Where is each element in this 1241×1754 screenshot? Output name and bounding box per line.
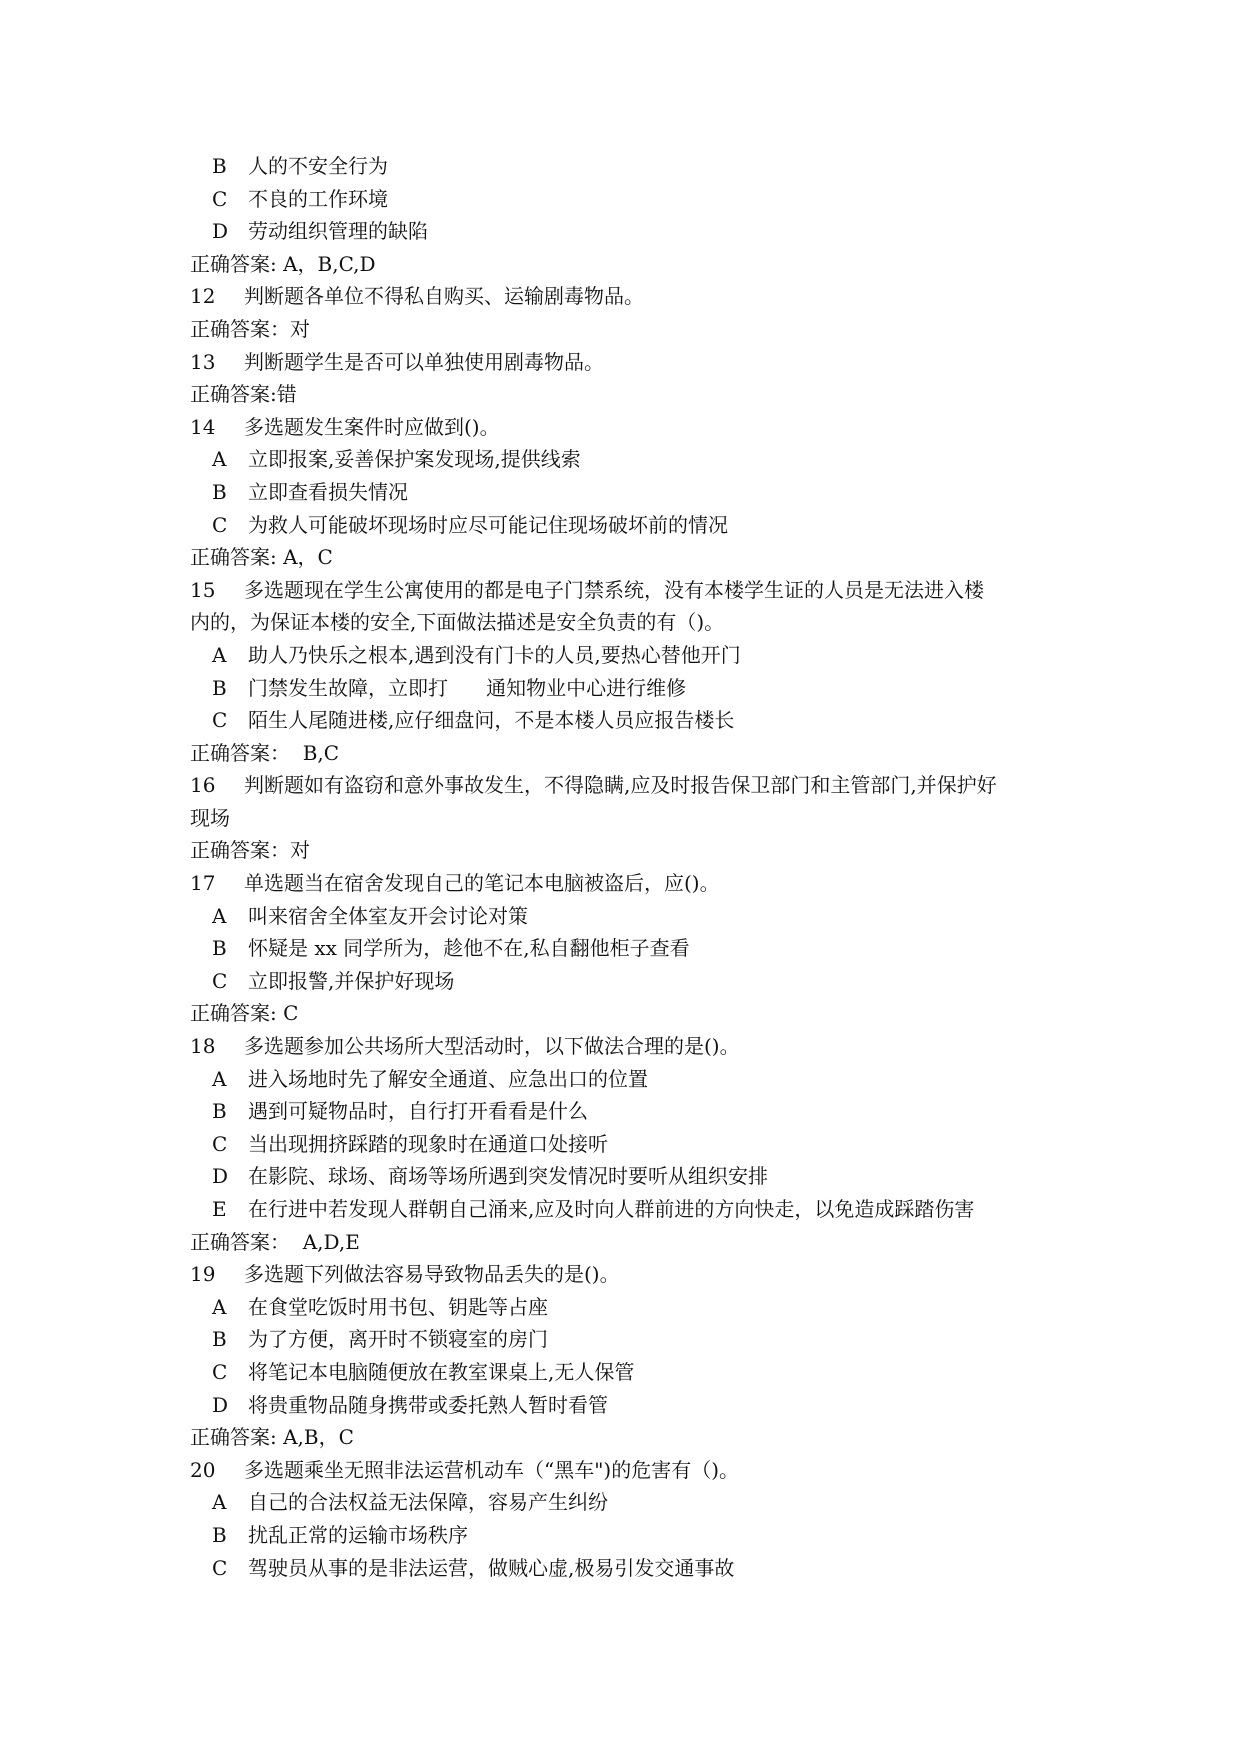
- option-letter: B: [212, 1099, 227, 1124]
- answer-option: [190, 639, 1070, 672]
- answer-option: [190, 1519, 1070, 1552]
- question-number: 20: [190, 1457, 216, 1482]
- answer-option: [190, 1291, 1070, 1324]
- option-letter: C: [212, 968, 228, 993]
- option-text: 立即报警,并保护好现场: [248, 968, 455, 993]
- option-letter: B: [212, 936, 227, 961]
- option-text: 为了方便，离开时不锁寝室的房门: [248, 1327, 548, 1352]
- correct-answer: 正确答案：对: [190, 316, 310, 341]
- question-text: 多选题发生案件时应做到()。: [244, 414, 500, 439]
- question-text: 多选题参加公共场所大型活动时，以下做法合理的是()。: [244, 1034, 740, 1059]
- option-letter: C: [212, 186, 228, 211]
- option-letter: A: [212, 903, 227, 928]
- question-number: 12: [190, 284, 216, 309]
- option-letter: B: [212, 1522, 227, 1547]
- option-letter: C: [212, 1359, 228, 1384]
- option-text: 自己的合法权益无法保障，容易产生纠纷: [248, 1490, 608, 1515]
- question-text: 多选题乘坐无照非法运营机动车（“黑车")的危害有（)。: [244, 1457, 740, 1482]
- answer-option: [190, 476, 1070, 509]
- option-letter: B: [212, 154, 227, 178]
- question-text: 单选题当在宿舍发现自己的笔记本电脑被盗后，应()。: [244, 871, 720, 896]
- option-text: 立即报案,妥善保护案发现场,提供线索: [248, 447, 581, 472]
- answer-option: [190, 900, 1070, 933]
- option-letter: B: [212, 479, 227, 504]
- option-letter: D: [212, 1392, 229, 1417]
- answer-option: [190, 1486, 1070, 1519]
- answer-option: [190, 1552, 1070, 1585]
- option-text: 扰乱正常的运输市场秩序: [248, 1522, 468, 1547]
- question-line: [190, 1030, 1070, 1063]
- question-line: [190, 346, 1070, 379]
- option-letter: C: [212, 708, 228, 733]
- answer-option: [190, 1389, 1070, 1422]
- answer-option: [190, 1063, 1070, 1096]
- answer-option: [190, 215, 1070, 248]
- answer-option: [190, 932, 1070, 965]
- option-text: 陌生人尾随进楼,应仔细盘问，不是本楼人员应报告楼长: [248, 708, 735, 733]
- option-text: 门禁发生故障，立即打 通知物业中心进行维修: [248, 675, 687, 700]
- correct-answer: 正确答案: C: [190, 1001, 299, 1026]
- answer-option: [190, 1356, 1070, 1389]
- answer-option: [190, 1095, 1070, 1128]
- question-text-continued: 现场: [190, 805, 230, 830]
- option-letter: E: [212, 1197, 227, 1221]
- question-text: 多选题现在学生公寓使用的都是电子门禁系统，没有本楼学生证的人员是无法进入楼: [244, 577, 984, 602]
- option-text: 当出现拥挤踩踏的现象时在通道口处接听: [248, 1131, 608, 1156]
- answer-option: [190, 443, 1070, 476]
- answer-option: [190, 704, 1070, 737]
- option-letter: D: [212, 219, 229, 244]
- option-letter: A: [212, 1066, 227, 1091]
- answer-option: [190, 965, 1070, 998]
- question-line: [190, 574, 1070, 607]
- question-line: [190, 769, 1070, 802]
- option-text: 为救人可能破坏现场时应尽可能记住现场破坏前的情况: [248, 512, 728, 537]
- question-text: 多选题下列做法容易导致物品丢失的是()。: [244, 1262, 620, 1287]
- question-line: [190, 411, 1070, 444]
- option-text: 在影院、球场、商场等场所遇到突发情况时要听从组织安排: [248, 1164, 768, 1189]
- question-text: 判断题各单位不得私自购买、运输剧毒物品。: [244, 284, 644, 309]
- correct-answer: 正确答案:错: [190, 382, 297, 407]
- question-number: 14: [190, 414, 216, 439]
- answer-option: [190, 509, 1070, 542]
- option-letter: A: [212, 642, 227, 667]
- option-text: 怀疑是 xx 同学所为，趁他不在,私自翻他柜子查看: [248, 936, 690, 961]
- option-letter: B: [212, 675, 227, 700]
- option-letter: A: [212, 1490, 227, 1515]
- question-number: 15: [190, 577, 216, 602]
- option-text: 在食堂吃饭时用书包、钥匙等占座: [248, 1294, 548, 1319]
- question-number: 13: [190, 349, 216, 374]
- question-line: [190, 1454, 1070, 1487]
- correct-answer: 正确答案： A,D,E: [190, 1229, 360, 1254]
- answer-option: [190, 672, 1070, 705]
- question-list: [190, 150, 1070, 1584]
- correct-answer: 正确答案： B,C: [190, 740, 340, 765]
- correct-answer: 正确答案: A，B,C,D: [190, 251, 376, 276]
- question-line: [190, 1258, 1070, 1291]
- correct-answer: 正确答案：对: [190, 838, 310, 863]
- option-letter: A: [212, 447, 227, 472]
- question-number: 17: [190, 871, 216, 896]
- correct-answer: 正确答案: A，C: [190, 545, 333, 570]
- option-text: 人的不安全行为: [248, 154, 388, 178]
- option-text: 在行进中若发现人群朝自己涌来,应及时向人群前进的方向快走，以免造成踩踏伤害: [248, 1197, 975, 1221]
- option-letter: C: [212, 1555, 228, 1580]
- option-text: 不良的工作环境: [248, 186, 388, 211]
- option-text: 叫来宿舍全体室友开会讨论对策: [248, 903, 528, 928]
- option-text: 将笔记本电脑随便放在教室课桌上,无人保管: [248, 1359, 635, 1384]
- option-letter: D: [212, 1164, 229, 1189]
- answer-option: [190, 183, 1070, 216]
- answer-option: [190, 1160, 1070, 1193]
- answer-option: [190, 1193, 1070, 1226]
- question-line: [190, 867, 1070, 900]
- question-text: 判断题学生是否可以单独使用剧毒物品。: [244, 349, 604, 374]
- answer-option: [190, 150, 1070, 183]
- question-number: 16: [190, 773, 216, 798]
- option-text: 驾驶员从事的是非法运营，做贼心虚,极易引发交通事故: [248, 1555, 735, 1580]
- option-letter: C: [212, 512, 228, 537]
- option-text: 遇到可疑物品时，自行打开看看是什么: [248, 1099, 588, 1124]
- option-text: 劳动组织管理的缺陷: [248, 219, 428, 244]
- option-text: 进入场地时先了解安全通道、应急出口的位置: [248, 1066, 648, 1091]
- option-text: 立即查看损失情况: [248, 479, 408, 504]
- option-text: 助人乃快乐之根本,遇到没有门卡的人员,要热心替他开门: [248, 642, 741, 667]
- answer-option: [190, 1128, 1070, 1161]
- question-number: 18: [190, 1034, 216, 1059]
- question-line: [190, 280, 1070, 313]
- correct-answer: 正确答案: A,B，C: [190, 1425, 354, 1450]
- question-text-continued: 内的，为保证本楼的安全,下面做法描述是安全负责的有（)。: [190, 610, 725, 635]
- answer-option: [190, 1323, 1070, 1356]
- question-number: 19: [190, 1262, 216, 1287]
- option-letter: B: [212, 1327, 227, 1352]
- option-text: 将贵重物品随身携带或委托熟人暂时看管: [248, 1392, 608, 1417]
- question-text: 判断题如有盗窃和意外事故发生，不得隐瞒,应及时报告保卫部门和主管部门,并保护好: [244, 773, 997, 798]
- option-letter: C: [212, 1131, 228, 1156]
- option-letter: A: [212, 1294, 227, 1319]
